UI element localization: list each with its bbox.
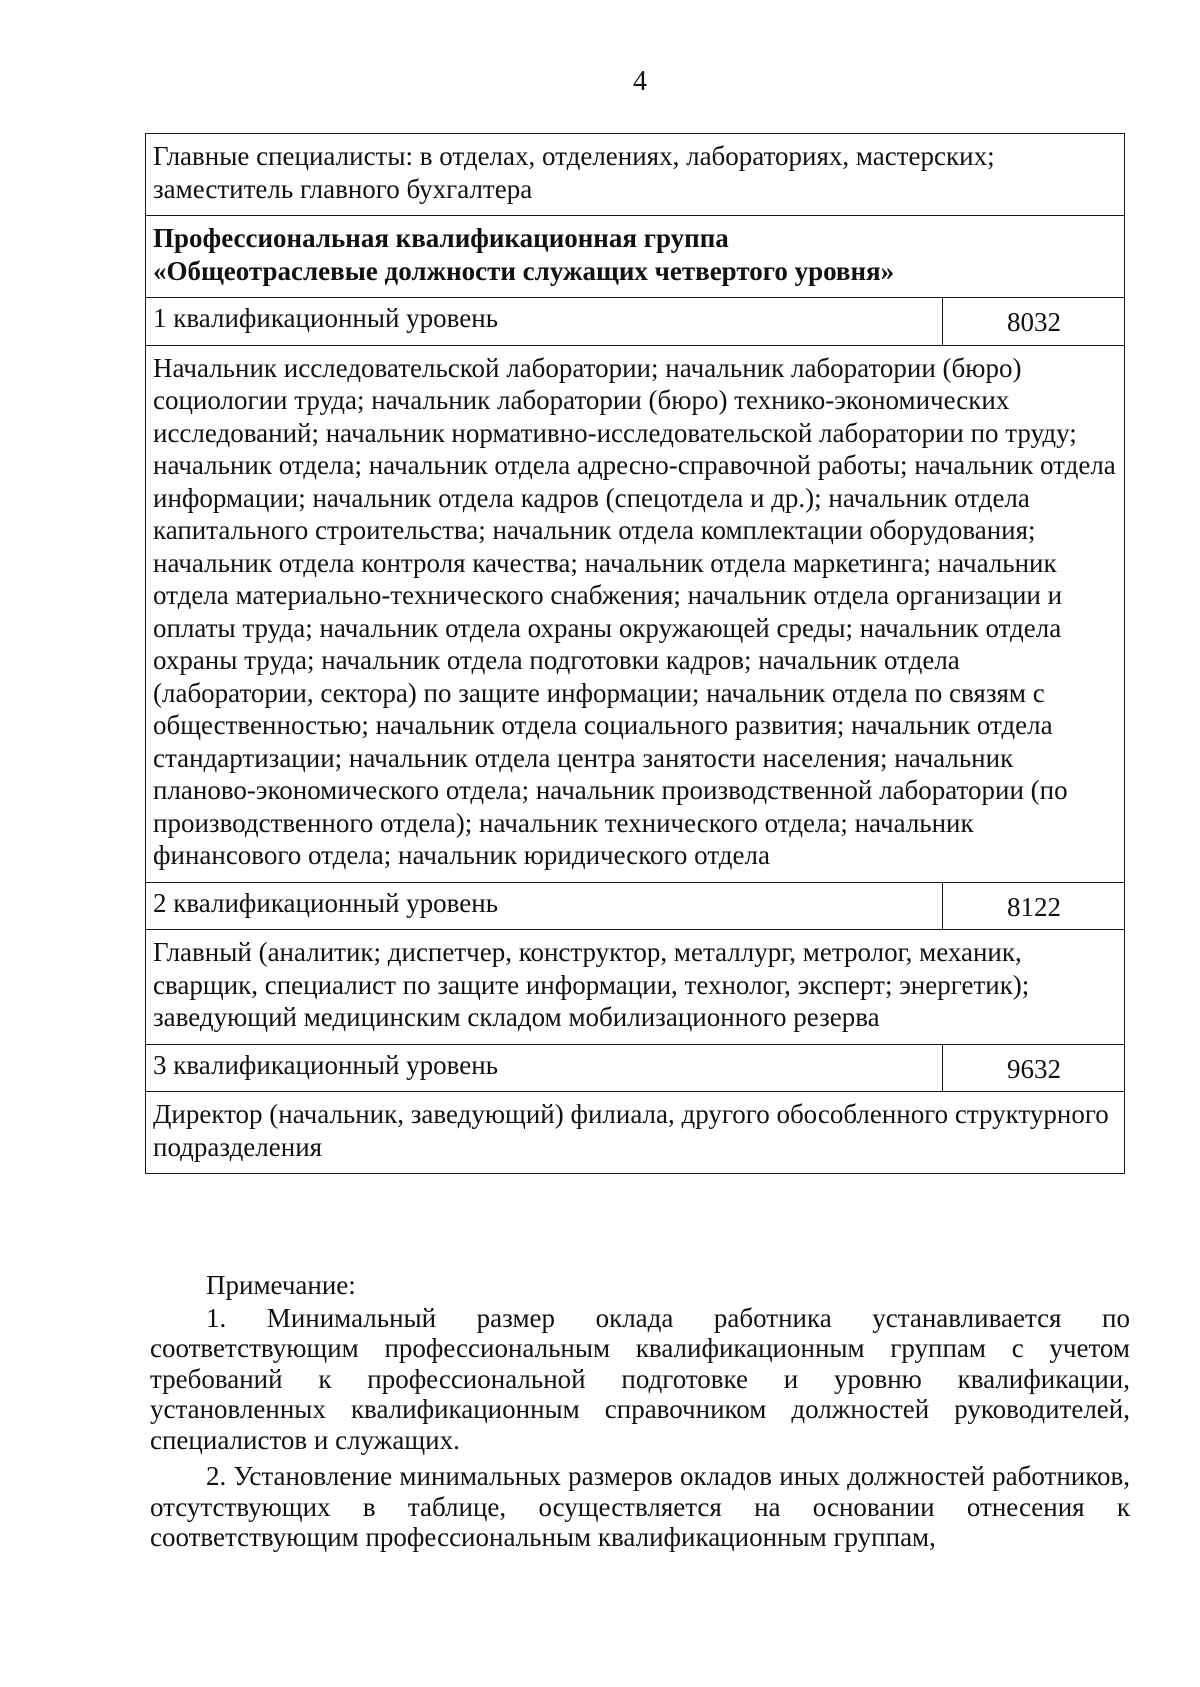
table-row: [146, 930, 1125, 1045]
level-label-cell: 1 квалификационный уровень: [146, 298, 943, 346]
salary-cell: 9632: [943, 1044, 1125, 1092]
group-title-line2: «Общеотраслевые должности служащих четвертого уровня»: [153, 255, 895, 286]
chief-specialists-cell: Главные специалисты: в отделах, отделениях, лабораториях, мастерских; заместитель главного бухгалтера: [146, 134, 1125, 216]
notes-title: Примечание:: [206, 1270, 356, 1300]
table-row: [146, 345, 1125, 882]
table-row: [146, 1092, 1125, 1174]
positions-cell: Директор (начальник, заведующий) филиала, другого обособленного структурного подразделения: [146, 1092, 1125, 1174]
note-item-1: 1. Минимальный размер оклада работника устанавливается по соответствующим профессиональным квалификационным группам с учетом требований к профессиональной подготовке и уровню квалификации, установленных квалификационным справочником должностей руководителей, специалистов и служащих.: [150, 1302, 1130, 1455]
qualification-table: [145, 133, 1125, 1174]
table-row: [146, 216, 1125, 298]
salary-cell: 8032: [943, 298, 1125, 346]
notes-section: [150, 1270, 1130, 1559]
table-row: [146, 1044, 1125, 1092]
positions-cell: Начальник исследовательской лаборатории; начальник лаборатории (бюро) социологии труда; начальник лаборатории (бюро) технико-экономических исследований; начальник нормативно-исследовательской лаборатории по труду; начальник отдела; начальник отдела адресно-справочной работы; начальник отдела информации; начальник отдела кадров (спецотдела и др.); начальник отдела капитального строительства; начальник отдела комплектации оборудования; начальник отдела контроля качества; начальник отдела маркетинга; начальник отдела материально-технического снабжения; начальник отдела организации и оплаты труда; начальник отдела охраны окружающей среды; начальник отдела охраны труда; начальник отдела подготовки кадров; начальник отдела (лаборатории, сектора) по защите информации; начальник отдела по связям с общественностью; начальник отдела социального развития; начальник отдела стандартизации; начальник отдела центра занятости населения; начальник планово-экономического отдела; начальник производственной лаборатории (по производственного отдела); начальник технического отдела; начальник финансового отдела; начальник юридического отдела: [146, 345, 1125, 882]
group-title-line1: Профессиональная квалификационная группа: [153, 223, 729, 253]
positions-cell: Главный (аналитик; диспетчер, конструктор, металлург, метролог, механик, сварщик, специалист по защите информации, технолог, эксперт; энергетик); заведующий медицинским складом мобилизационного резерва: [146, 930, 1125, 1045]
table-row: [146, 882, 1125, 930]
level-label-cell: 2 квалификационный уровень: [146, 882, 943, 930]
group-title-cell: [146, 216, 1125, 298]
table-row: [146, 134, 1125, 216]
salary-cell: 8122: [943, 882, 1125, 930]
note-item-2: 2. Установление минимальных размеров окладов иных должностей работников, отсутствующих в таблице, осуществляется на основании отнесения к соответствующим профессиональным квалификационным группам,: [150, 1461, 1130, 1552]
page-number: 4: [633, 66, 647, 97]
table-row: [146, 298, 1125, 346]
level-label-cell: 3 квалификационный уровень: [146, 1044, 943, 1092]
